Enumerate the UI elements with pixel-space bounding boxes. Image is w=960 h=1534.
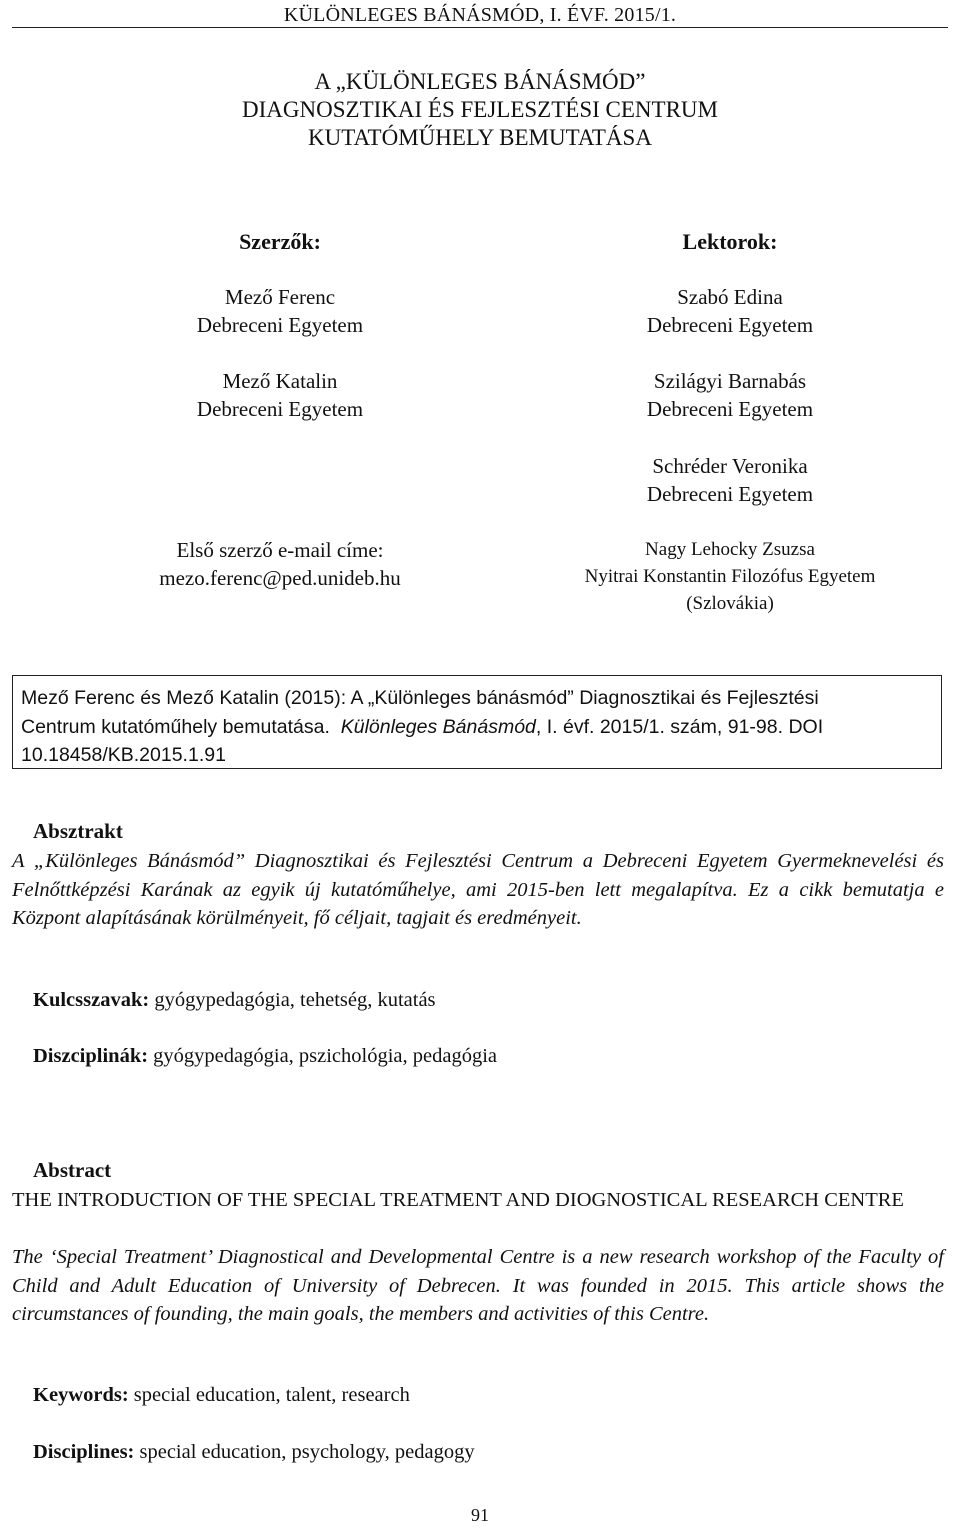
abstract-hu-text: A „Különleges Bánásmód” Diagnosztikai és Fejlesztési Centrum a Debreceni Egyetem Gyermeknevelési és Felnőttképzési Karának az egyik új kutatóműhelye, ami 2015-ben lett megalapítva. Ez a cikk bemutatja e Központ alapításának körülményeit, fő céljait, tagjait és eredményeit. — [12, 850, 944, 929]
author-1-name: Mező Ferenc — [224, 285, 336, 309]
citation-box — [12, 675, 942, 769]
page-number: 91 — [471, 1505, 489, 1525]
reviewer-4-affiliation: Nyitrai Konstantin Filozófus Egyetem — [584, 566, 876, 587]
reviewer-3 — [520, 452, 940, 508]
citation-title-part: Centrum kutatóműhely bemutatása. — [21, 715, 330, 738]
header-rule — [12, 27, 948, 28]
reviewer-3-name: Schréder Veronika — [652, 454, 808, 478]
abstract-en-title: THE INTRODUCTION OF THE SPECIAL TREATMENT AND DIOGNOSTICAL RESEARCH CENTRE — [12, 1189, 904, 1211]
author-email-block — [110, 536, 450, 592]
title-line-2: DIAGNOSZTIKAI ÉS FEJLESZTÉSI CENTRUM — [242, 97, 718, 122]
reviewer-4-name: Nagy Lehocky Zsuzsa — [645, 539, 815, 560]
keywords-en-value: special education, talent, research — [128, 1384, 410, 1406]
reviewers-heading: Lektorok: — [682, 229, 778, 254]
reviewer-4-country: (Szlovákia) — [686, 593, 774, 614]
citation-line-1: Mező Ferenc és Mező Katalin (2015): A „Különleges bánásmód” Diagnosztikai és Fejlesztési — [21, 687, 819, 709]
email-label: Első szerző e-mail címe: — [176, 538, 384, 562]
citation-issue: , I. évf. 2015/1. szám, 91-98. DOI — [535, 715, 824, 738]
author-1 — [110, 283, 450, 339]
disciplines-hu-value: gyógypedagógia, pszichológia, pedagógia — [148, 1045, 498, 1067]
title-line-3: KUTATÓMŰHELY BEMUTATÁSA — [308, 125, 652, 150]
citation-line-2 — [21, 713, 931, 742]
running-head-issue: I. ÉVF. 2015/1. — [549, 4, 677, 26]
reviewer-4 — [520, 536, 940, 617]
abstract-hu-heading: Absztrakt — [33, 819, 123, 843]
keywords-en — [33, 1384, 410, 1407]
citation-journal: Különleges Bánásmód — [340, 715, 536, 738]
reviewer-2-name: Szilágyi Barnabás — [653, 369, 807, 393]
disciplines-en-value: special education, psychology, pedagogy — [134, 1441, 475, 1463]
author-2 — [110, 367, 450, 423]
running-head — [0, 4, 960, 27]
disciplines-en — [33, 1441, 475, 1464]
keywords-hu-value: gyógypedagógia, tehetség, kutatás — [149, 989, 436, 1011]
authors-heading: Szerzők: — [239, 229, 321, 254]
email-link[interactable]: mezo.ferenc@ped.unideb.hu — [159, 566, 401, 590]
author-2-affiliation: Debreceni Egyetem — [196, 397, 364, 421]
reviewer-2-affiliation: Debreceni Egyetem — [646, 397, 814, 421]
author-1-affiliation: Debreceni Egyetem — [196, 313, 364, 337]
abstract-en-heading: Abstract — [33, 1158, 112, 1182]
keywords-hu-label: Kulcsszavak: — [33, 989, 150, 1011]
abstract-en-text: The ‘Special Treatment’ Diagnostical and Developmental Centre is a new research workshop of the Faculty of Child and Adult Education of University of Debrecen. It was founded in 2015. This article shows the circumstances of founding, the main goals, the members and activities of this Centre. — [12, 1246, 944, 1325]
reviewer-1-name: Szabó Edina — [677, 285, 783, 309]
keywords-en-label: Keywords: — [33, 1384, 129, 1406]
reviewer-1-affiliation: Debreceni Egyetem — [646, 313, 814, 337]
reviewer-3-affiliation: Debreceni Egyetem — [646, 482, 814, 506]
author-2-name: Mező Katalin — [222, 369, 338, 393]
disciplines-hu — [33, 1045, 497, 1068]
keywords-hu — [33, 989, 436, 1012]
title-line-1: A „KÜLÖNLEGES BÁNÁSMÓD” — [314, 69, 646, 94]
disciplines-en-label: Disciplines: — [33, 1441, 135, 1463]
reviewer-1 — [520, 283, 940, 339]
disciplines-hu-label: Diszciplinák: — [33, 1045, 149, 1067]
article-title — [0, 68, 960, 152]
citation-doi: 10.18458/KB.2015.1.91 — [21, 744, 226, 766]
reviewer-2 — [520, 367, 940, 423]
running-head-journal: KÜLÖNLEGES BÁNÁSMÓD, — [283, 4, 545, 26]
